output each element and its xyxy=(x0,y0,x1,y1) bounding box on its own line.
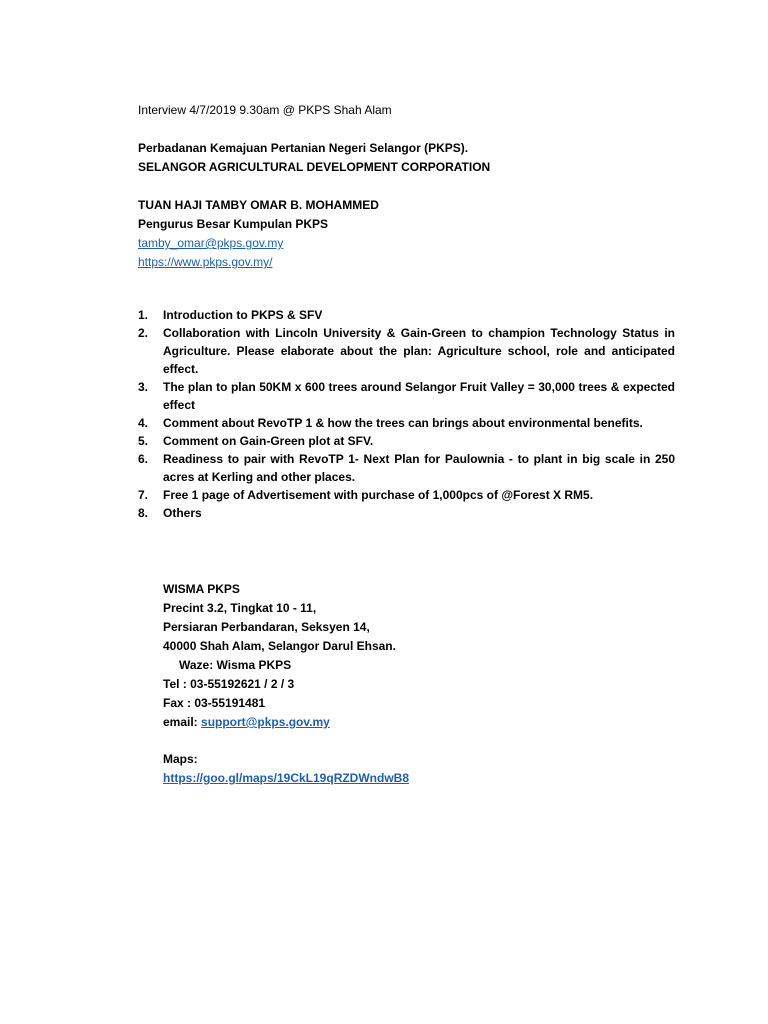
website-link[interactable]: https://www.pkps.gov.my/ xyxy=(138,255,273,269)
address-line-2: Persiaran Perbandaran, Seksyen 14, xyxy=(163,620,370,634)
contact-email-link[interactable]: tamby_omar@pkps.gov.my xyxy=(138,236,284,250)
contact-person-block xyxy=(138,196,379,272)
email-label: email: xyxy=(163,715,202,729)
agenda-item: 4. Comment about RevoTP 1 & how the trees can brings about environmental benefits. xyxy=(138,416,643,430)
support-email-link[interactable]: support@pkps.gov.my xyxy=(201,715,330,729)
interview-header xyxy=(138,101,392,120)
address-block xyxy=(163,580,396,732)
agenda-item: 1. Introduction to PKPS & SFV xyxy=(138,308,323,322)
support-email-line xyxy=(163,713,396,732)
contact-person-position: Pengurus Besar Kumpulan PKPS xyxy=(138,217,329,231)
agenda-item: 8. Others xyxy=(138,506,202,520)
agenda-item: 6. Readiness to pair with RevoTP 1- Next Plan for Paulownia - to plant in big scale in 250 acres at Kerling and other places. xyxy=(138,452,675,484)
agenda-item: 5. Comment on Gain-Green plot at SFV. xyxy=(138,434,374,448)
agenda-list xyxy=(138,306,675,522)
agenda-item: 3. The plan to plan 50KM x 600 trees around Selangor Fruit Valley = 30,000 trees & expected effect xyxy=(138,380,675,412)
interview-title: Interview 4/7/2019 9.30am @ PKPS Shah Alam xyxy=(138,103,392,117)
fax: Fax : 03-55191481 xyxy=(163,696,266,710)
address-line-3: 40000 Shah Alam, Selangor Darul Ehsan. xyxy=(163,639,396,653)
telephone: Tel : 03-55192621 / 2 / 3 xyxy=(163,677,295,691)
waze-location: Waze: Wisma PKPS xyxy=(179,658,292,672)
maps-link[interactable]: https://goo.gl/maps/19CkL19qRZDWndwB8 xyxy=(163,771,410,785)
building-name: WISMA PKPS xyxy=(163,582,240,596)
contact-person-name: TUAN HAJI TAMBY OMAR B. MOHAMMED xyxy=(138,198,379,212)
agenda-item: 7. Free 1 page of Advertisement with purchase of 1,000pcs of @Forest X RM5. xyxy=(138,488,594,502)
maps-label: Maps: xyxy=(163,752,198,766)
maps-block xyxy=(163,750,409,788)
organization-name-english: SELANGOR AGRICULTURAL DEVELOPMENT CORPORATION xyxy=(138,160,491,174)
agenda-item: 2. Collaboration with Lincoln University & Gain-Green to champion Technology Status in Agriculture. Please elaborate about the plan: Agriculture school, role and anticipated effect. xyxy=(138,326,675,376)
organization-block xyxy=(138,139,490,177)
organization-name-malay: Perbadanan Kemajuan Pertanian Negeri Selangor (PKPS). xyxy=(138,141,469,155)
address-line-1: Precint 3.2, Tingkat 10 - 11, xyxy=(163,601,317,615)
